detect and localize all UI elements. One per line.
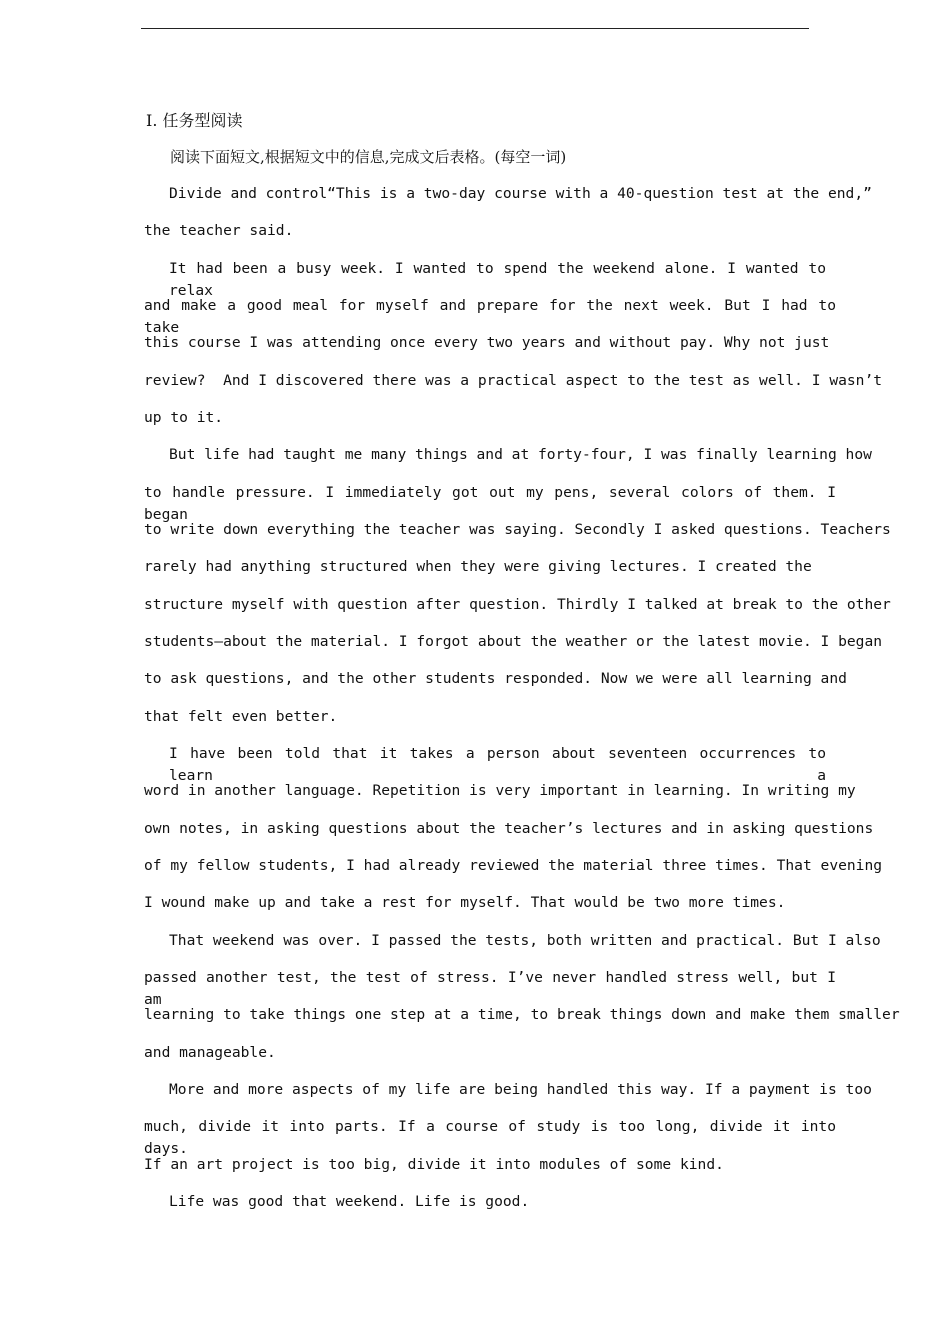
- passage-line: I have been told that it takes a person about seventeen occurrences to learn a: [169, 745, 826, 784]
- passage-line: to write down everything the teacher was saying. Secondly I asked questions. Teachers: [144, 521, 891, 538]
- header-rule: [141, 28, 809, 29]
- passage-line: that felt even better.: [144, 708, 338, 725]
- passage-line: own notes, in asking questions about the teacher’s lectures and in asking questions: [144, 820, 874, 837]
- passage-line: and make a good meal for myself and prepare for the next week. But I had to take: [144, 297, 836, 336]
- passage-line: Life was good that weekend. Life is good.: [169, 1193, 530, 1210]
- passage-line: I wound make up and take a rest for myself. That would be two more times.: [144, 894, 786, 911]
- passage-line: If an art project is too big, divide it into modules of some kind.: [144, 1156, 724, 1173]
- passage-line: More and more aspects of my life are being handled this way. If a payment is too: [169, 1081, 872, 1098]
- passage-line: to ask questions, and the other students responded. Now we were all learning and: [144, 670, 847, 687]
- passage-line: much, divide it into parts. If a course of study is too long, divide it into days.: [144, 1118, 836, 1157]
- passage-line: of my fellow students, I had already reviewed the material three times. That evening: [144, 857, 883, 874]
- passage-line: and manageable.: [144, 1044, 276, 1061]
- passage-line: learning to take things one step at a time, to break things down and make them smaller: [144, 1006, 900, 1023]
- passage-line: this course I was attending once every two years and without pay. Why not just: [144, 334, 830, 351]
- passage-line: the teacher said.: [144, 222, 294, 239]
- passage-line: That weekend was over. I passed the tests, both written and practical. But I also: [169, 932, 881, 949]
- passage-line: Divide and control“This is a two-day course with a 40-question test at the end,”: [169, 185, 872, 202]
- passage-line: rarely had anything structured when they were giving lectures. I created the: [144, 558, 812, 575]
- passage-line: to handle pressure. I immediately got out my pens, several colors of them. I began: [144, 484, 836, 523]
- passage-line: It had been a busy week. I wanted to spend the weekend alone. I wanted to relax: [169, 260, 826, 299]
- passage-line: structure myself with question after question. Thirdly I talked at break to the other: [144, 596, 891, 613]
- passage-line: students—about the material. I forgot about the weather or the latest movie. I began: [144, 633, 883, 650]
- passage-line: up to it.: [144, 409, 224, 426]
- passage-line: review? And I discovered there was a practical aspect to the test as well. I wasn’t: [144, 372, 883, 389]
- passage-line: But life had taught me many things and at forty-four, I was finally learning how: [169, 446, 872, 463]
- passage-line: passed another test, the test of stress. I’ve never handled stress well, but I am: [144, 969, 836, 1008]
- passage-line: word in another language. Repetition is very important in learning. In writing my: [144, 782, 856, 799]
- section-heading: Ⅰ. 任务型阅读: [146, 111, 243, 130]
- instructions: 阅读下面短文,根据短文中的信息,完成文后表格。(每空一词): [170, 148, 567, 166]
